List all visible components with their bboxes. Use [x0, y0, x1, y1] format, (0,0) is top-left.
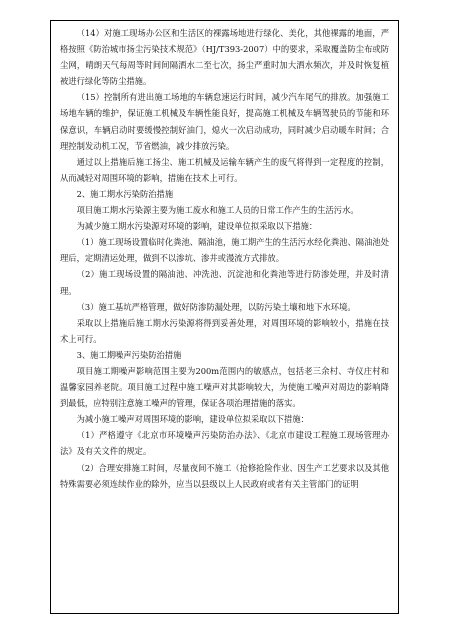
paragraph-water-intro: 为减少施工期水污染源对环境的影响，建设单位拟采取以下措施：: [76, 221, 318, 232]
paragraph-dust-15: （15）控制所有进出施工场地的车辆怠速运行时间，减少汽车尾气的排放。加强施工场地车辆的维护，保证施工机械及车辆性能良好，提高施工机械及车辆驾驶员的节能和环保意识，车辆启动时要缓慢控制好油门，熄火一次启动成功，同时减少启动暖车时间；合理控制发动机工况，节省燃油，减少排放污染。: [60, 92, 389, 151]
paragraph-noise-range: 项目施工期噪声影响范围主要为200m范围内的敏感点，包括老三余村、寺仪庄村和温馨家园养老院。项目施工过程中施工噪声对其影响较大，为使施工噪声对周边的影响降到最低，应特别注意施工噪声的管理，保证各项治理措施的落实。: [60, 365, 389, 409]
heading-noise-pollution: 3、施工期噪声污染防治措施: [76, 349, 182, 360]
paragraph-noise-2: （2）合理安排施工时间，尽量夜间不施工（抢修抢险作业、因生产工艺要求以及其他特殊需要必须连续作业的除外，应当以县级以上人民政府或者有关主管部门的证明: [60, 462, 389, 489]
paragraph-water-sources: 项目施工期水污染源主要为施工废水和施工人员的日常工作产生的生活污水。: [76, 205, 359, 216]
paragraph-noise-intro: 为减小施工噪声对周围环境的影响，建设单位拟采取以下措施：: [76, 414, 309, 425]
paragraph-dust-summary: 通过以上措施后施工扬尘、施工机械及运输车辆产生的废气将得到一定程度的控制，从而减轻对周围环境的影响，措施在技术上可行。: [60, 156, 389, 183]
paragraph-noise-1: （1）严格遵守《北京市环境噪声污染防治办法》、《北京市建设工程施工现场管理办法》及有关文件的规定。: [60, 430, 389, 457]
paragraph-dust-14: （14）对施工现场办公区和生活区的裸露场地进行绿化、美化，其他裸露的地面，严格按照《防治城市扬尘污染技术规范》（HJ/T393-2007）中的要求，采取覆盖防尘布或防尘网，晴朗天气每周等时间间隔洒水二至七次，扬尘严重时加大洒水频次，并及时恢复植被进行绿化等防尘措施。: [60, 28, 389, 87]
paragraph-water-3: （3）施工基坑严格管理，做好防渗防漏处理，以防污染土壤和地下水环境。: [76, 301, 356, 312]
paragraph-water-2: （2）施工现场设置的隔油池、冲洗池、沉淀池和化粪池等进行防渗处理，并及时清理。: [60, 269, 389, 296]
paragraph-water-1: （1）施工现场设置临时化粪池、隔油池，施工期产生的生活污水经化粪池、隔油池处理后，定期清运处理，做到不以渗坑、渗井或漫流方式排放。: [60, 237, 389, 264]
document-frame: [50, 20, 399, 614]
heading-water-pollution: 2、施工期水污染防治措施: [76, 188, 174, 199]
paragraph-water-summary: 采取以上措施后施工期水污染源将得到妥善处理，对周围环境的影响较小，措施在技术上可行。: [60, 317, 389, 344]
